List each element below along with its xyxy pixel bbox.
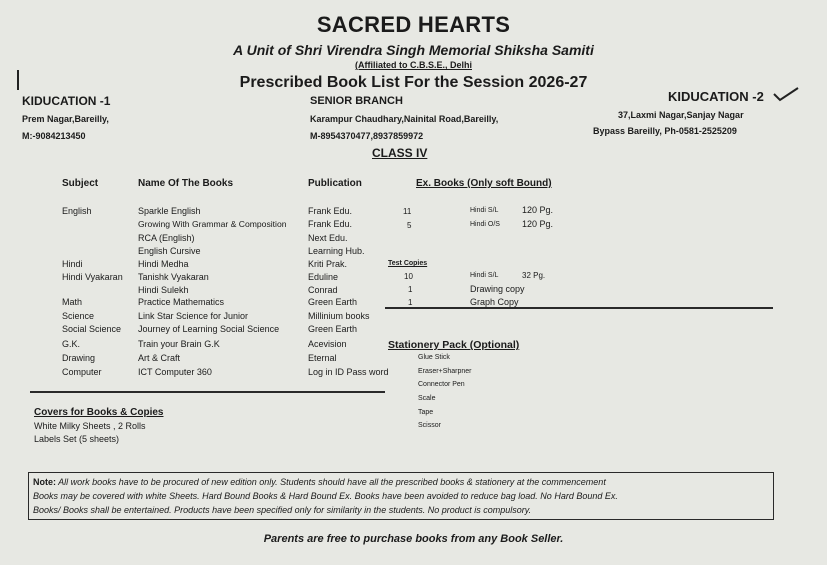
table-cell-subject: Hindi — [62, 259, 83, 269]
table-cell-book: Hindi Medha — [138, 259, 189, 269]
table-cell-subject: English — [62, 206, 92, 216]
table-cell-publication: Frank Edu. — [308, 206, 353, 216]
document-title: Prescribed Book List For the Session 2026-27 — [239, 74, 588, 91]
footer-note: Parents are free to purchase books from any Book Seller. — [263, 533, 564, 545]
branch-left-phone: M:-9084213450 — [22, 131, 86, 141]
branch-right-phone: Bypass Bareilly, Ph-0581-2525209 — [593, 126, 737, 136]
test-item: Hindi S/L — [470, 272, 499, 279]
note-line-3: Books/ Books shall be entertained. Products have been specified only for similarity in the students. No product is compulsory. — [33, 505, 532, 515]
table-cell-book: Practice Mathematics — [138, 297, 225, 307]
table-cell-book: RCA (English) — [138, 233, 195, 243]
table-cell-book: Journey of Learning Social Science — [138, 324, 280, 334]
note-line-2: Books may be covered with white Sheets. Hard Bound Books & Hard Bound Ex. Books have been avoided to reduce bag load. No Hard Bound Ex. — [33, 491, 618, 501]
pen-mark — [17, 70, 19, 90]
covers-heading: Covers for Books & Copies — [34, 407, 164, 418]
table-cell-publication: Acevision — [308, 339, 347, 349]
branch-center-phone: M-8954370477,8937859972 — [310, 131, 424, 141]
covers-item: White Milky Sheets , 2 Rolls — [34, 421, 146, 431]
table-cell-publication: Millinium books — [308, 311, 370, 321]
stationery-item: Tape — [418, 409, 434, 416]
header-ex-books: Ex. Books (Only soft Bound) — [416, 178, 552, 189]
branch-center-address: Karampur Chaudhary,Nainital Road,Bareilly, — [310, 114, 499, 124]
header-subject: Subject — [62, 178, 99, 189]
branch-right-name: KIDUCATION -2 — [668, 89, 764, 104]
table-cell-subject: Computer — [62, 367, 102, 377]
branch-center-name: SENIOR BRANCH — [310, 95, 403, 107]
table-cell-book: Link Star Science for Junior — [138, 311, 249, 321]
ex-qty: 11 — [403, 207, 412, 216]
note-line-1: All work books have to be procured of new edition only. Students should have all the prescribed books & stationery at the commencement — [58, 477, 606, 487]
covers-item: Labels Set (5 sheets) — [34, 434, 120, 444]
table-cell-publication: Green Earth — [308, 324, 358, 334]
table-cell-publication: Kriti Prak. — [308, 259, 348, 269]
test-copies-heading: Test Copies — [388, 260, 428, 267]
table-cell-publication: Eternal — [308, 353, 337, 363]
table-cell-book: Train your Brain G.K — [138, 339, 220, 349]
table-cell-subject: G.K. — [62, 339, 81, 349]
branch-left-name: KIDUCATION -1 — [22, 94, 111, 108]
ex-qty: 5 — [407, 221, 412, 230]
stationery-heading: Stationery Pack (Optional) — [388, 339, 520, 351]
table-cell-subject: Science — [62, 311, 95, 321]
table-cell-book: Art & Craft — [138, 353, 181, 363]
table-cell-publication: Log in ID Pass word — [308, 367, 389, 377]
branch-right-address: 37,Laxmi Nagar,Sanjay Nagar — [618, 110, 744, 120]
table-cell-book: Tanishk Vyakaran — [138, 272, 209, 282]
table-cell-publication: Frank Edu. — [308, 219, 353, 229]
stationery-item: Scale — [418, 395, 436, 402]
stationery-item: Scissor — [418, 422, 441, 429]
header-publication: Publication — [308, 178, 362, 189]
test-qty: 1 — [408, 298, 413, 307]
table-cell-book: Growing With Grammar & Composition — [138, 219, 287, 229]
note-box — [28, 472, 774, 520]
test-pages: 32 Pg. — [522, 271, 546, 280]
table-cell-publication: Eduline — [308, 272, 339, 282]
affiliation: (Affiliated to C.B.S.E., Delhi — [354, 60, 472, 70]
header-books: Name Of The Books — [138, 178, 234, 189]
stationery-item: Glue Stick — [418, 354, 450, 361]
ex-item: Hindi S/L — [470, 207, 499, 214]
table-cell-book: Hindi Sulekh — [138, 285, 189, 295]
table-cell-publication: Conrad — [308, 285, 338, 295]
test-qty: 1 — [408, 285, 413, 294]
branch-left-address: Prem Nagar,Bareilly, — [22, 114, 109, 124]
unit-line: A Unit of Shri Virendra Singh Memorial Shiksha Samiti — [233, 42, 594, 58]
check-mark-icon — [772, 86, 800, 102]
divider — [30, 391, 385, 393]
class-label: CLASS IV — [372, 146, 428, 160]
divider — [385, 307, 773, 309]
ex-item: Hindi O/S — [470, 221, 500, 228]
table-cell-subject: Drawing — [62, 353, 96, 363]
test-qty: 10 — [404, 272, 413, 281]
table-cell-publication: Green Earth — [308, 297, 358, 307]
ex-pages: 120 Pg. — [522, 205, 554, 215]
test-item: Graph Copy — [470, 297, 519, 307]
table-cell-publication: Next Edu. — [308, 233, 348, 243]
note-label: Note: — [33, 477, 56, 487]
stationery-item: Connector Pen — [418, 381, 465, 388]
table-cell-book: English Cursive — [138, 246, 201, 256]
school-name: SACRED HEARTS — [316, 12, 511, 37]
test-item: Drawing copy — [470, 284, 525, 294]
table-cell-subject: Hindi Vyakaran — [62, 272, 123, 282]
table-cell-subject: Social Science — [62, 324, 122, 334]
table-cell-book: Sparkle English — [138, 206, 201, 216]
table-cell-subject: Math — [62, 297, 83, 307]
ex-pages: 120 Pg. — [522, 219, 554, 229]
table-cell-publication: Learning Hub. — [308, 246, 365, 256]
table-cell-book: ICT Computer 360 — [138, 367, 212, 377]
stationery-item: Eraser+Sharpner — [418, 368, 472, 375]
